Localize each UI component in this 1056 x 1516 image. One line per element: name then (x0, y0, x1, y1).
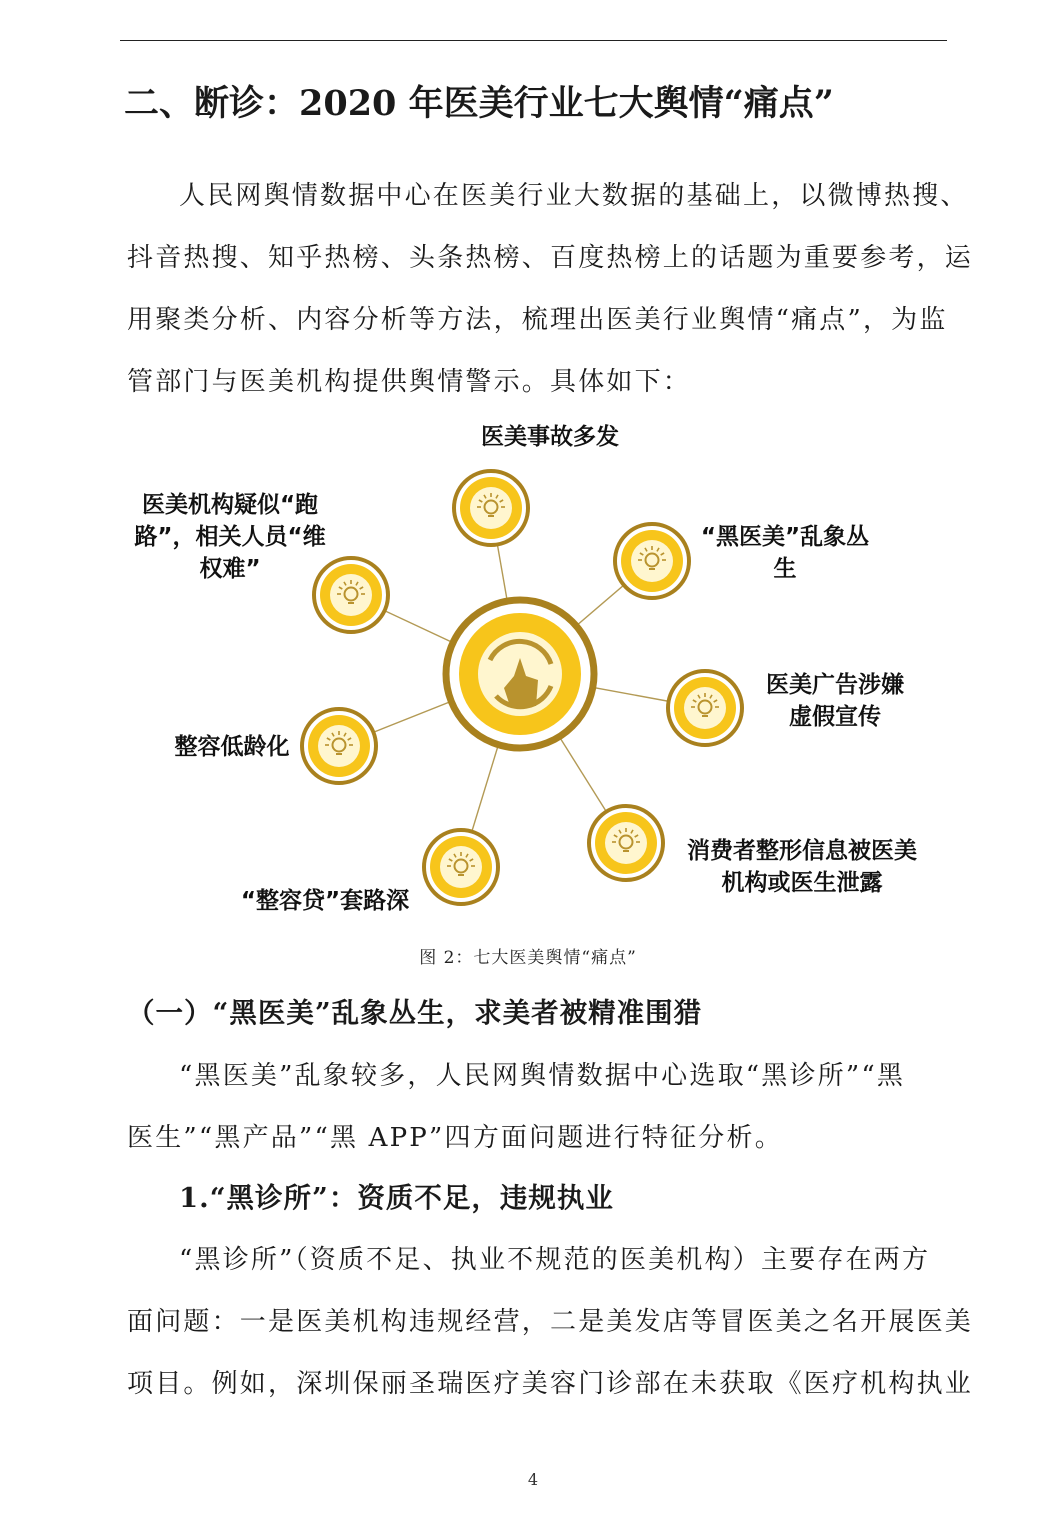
node-label-runaway (120, 489, 340, 585)
node-label-loans (220, 885, 430, 917)
label-line: 虚假宣传 (789, 704, 881, 730)
label-line: “黑医美”乱象丛 (700, 524, 870, 550)
black-beauty-paragraph (127, 1045, 945, 1169)
intro-line: 人民网舆情数据中心在医美行业大数据的基础上，以微博热搜、 (179, 181, 969, 211)
intro-line: 用聚类分析、内容分析等方法，梳理出医美行业舆情“痛点”，为监 (127, 305, 948, 335)
section-heading: 二、断诊：2020 年医美行业七大舆情“痛点” (124, 83, 834, 124)
label-line: “整容贷”套路深 (240, 888, 410, 914)
label-line: 权难” (199, 556, 261, 582)
node-label-younger (142, 731, 322, 763)
subheading-black-clinic: 1.“黑诊所”：资质不足，违规执业 (179, 1182, 614, 1214)
para-line: 面问题：一是医美机构违规经营，二是美发店等冒医美之名开展医美 (127, 1307, 974, 1337)
para-line: 项目。例如，深圳保丽圣瑞医疗美容门诊部在未获取《医疗机构执业 (127, 1369, 974, 1399)
label-line: 医美事故多发 (481, 424, 619, 450)
subheading-black-beauty: （一）“黑医美”乱象丛生，求美者被精准围猎 (127, 997, 703, 1029)
node-label-info-leak (672, 835, 932, 899)
label-line: 医美机构疑似“跑 (141, 492, 319, 518)
label-line: 消费者整形信息被医美 (687, 838, 917, 864)
label-line: 机构或医生泄露 (721, 870, 883, 896)
node-label-black-beauty (680, 521, 890, 585)
intro-line: 管部门与医美机构提供舆情警示。具体如下： (127, 367, 692, 397)
para-line: 医生”“黑产品”“黑 APP”四方面问题进行特征分析。 (127, 1123, 783, 1153)
para-line: “黑诊所”（资质不足、执业不规范的医美机构）主要存在两方 (179, 1245, 931, 1275)
label-line: 医美广告涉嫌 (766, 672, 904, 698)
page-number: 4 (527, 1470, 539, 1489)
pain-points-diagram (120, 415, 950, 945)
node-label-accidents (450, 421, 650, 453)
node-label-false-ads (740, 669, 930, 733)
label-line: 路”，相关人员“维 (134, 524, 326, 550)
figure-caption: 图 2：七大医美舆情“痛点” (419, 948, 637, 968)
label-line: 生 (773, 556, 797, 582)
label-line: 整容低龄化 (174, 734, 290, 760)
black-clinic-paragraph (127, 1229, 974, 1415)
para-line: “黑医美”乱象较多，人民网舆情数据中心选取“黑诊所”“黑 (179, 1061, 906, 1091)
intro-paragraph (127, 165, 974, 413)
header-rule (120, 40, 947, 41)
intro-line: 抖音热搜、知乎热榜、头条热榜、百度热榜上的话题为重要参考，运 (127, 243, 974, 273)
